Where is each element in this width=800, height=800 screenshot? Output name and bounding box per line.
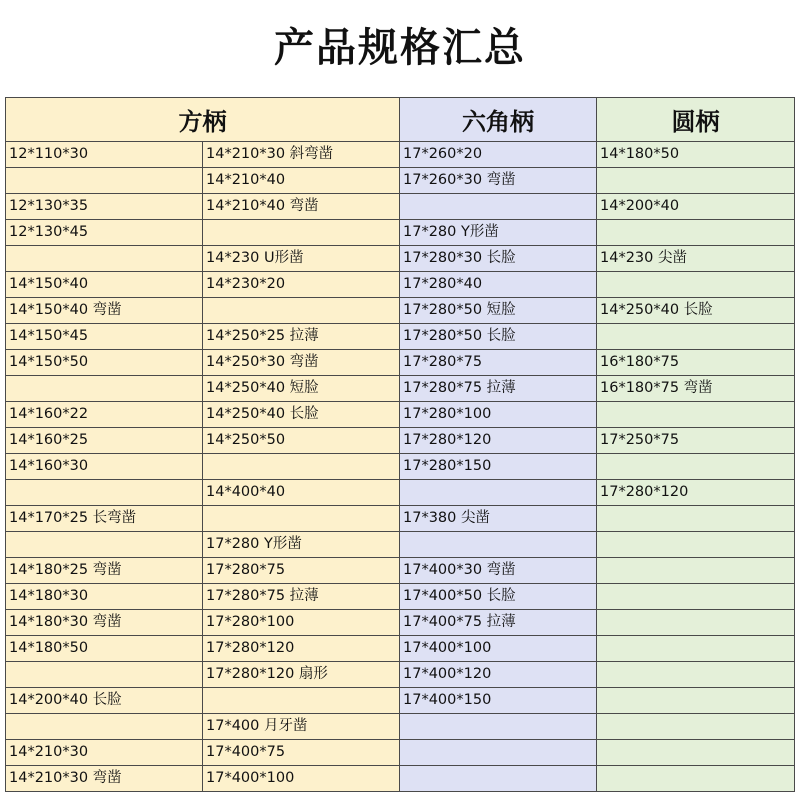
table-row	[6, 298, 795, 324]
hex-cell: 17*280*40	[400, 272, 597, 298]
round-cell	[597, 558, 795, 584]
square-cell-a	[6, 480, 203, 506]
hex-cell	[400, 766, 597, 792]
square-cell-b: 14*230*20	[203, 272, 400, 298]
square-cell-b: 17*280*120	[203, 636, 400, 662]
square-cell-b: 14*250*40 短脸	[203, 376, 400, 402]
table-row	[6, 558, 795, 584]
round-cell	[597, 220, 795, 246]
square-cell-a	[6, 662, 203, 688]
square-cell-b: 14*210*30 斜弯凿	[203, 142, 400, 168]
round-cell	[597, 688, 795, 714]
square-cell-a: 14*160*22	[6, 402, 203, 428]
square-cell-b	[203, 220, 400, 246]
table-row	[6, 714, 795, 740]
hex-cell: 17*280*120	[400, 428, 597, 454]
hex-cell: 17*280*75 拉薄	[400, 376, 597, 402]
table-row	[6, 610, 795, 636]
round-cell	[597, 168, 795, 194]
table-row	[6, 740, 795, 766]
table-row	[6, 142, 795, 168]
round-cell: 14*180*50	[597, 142, 795, 168]
square-cell-a: 14*150*40 弯凿	[6, 298, 203, 324]
square-cell-a: 14*180*30	[6, 584, 203, 610]
square-cell-a	[6, 168, 203, 194]
square-cell-b: 17*280 Y形凿	[203, 532, 400, 558]
square-cell-b: 14*400*40	[203, 480, 400, 506]
round-cell	[597, 766, 795, 792]
hex-cell: 17*280*30 长脸	[400, 246, 597, 272]
table-row	[6, 688, 795, 714]
round-cell: 16*180*75 弯凿	[597, 376, 795, 402]
hex-cell: 17*260*20	[400, 142, 597, 168]
round-cell	[597, 272, 795, 298]
round-cell: 17*250*75	[597, 428, 795, 454]
square-cell-a: 14*160*25	[6, 428, 203, 454]
square-cell-a: 14*200*40 长脸	[6, 688, 203, 714]
table-row	[6, 766, 795, 792]
square-cell-a: 14*180*30 弯凿	[6, 610, 203, 636]
hex-cell	[400, 532, 597, 558]
hex-cell: 17*400*120	[400, 662, 597, 688]
table-row	[6, 324, 795, 350]
table-row	[6, 428, 795, 454]
hex-cell: 17*260*30 弯凿	[400, 168, 597, 194]
hex-cell: 17*400*30 弯凿	[400, 558, 597, 584]
round-cell	[597, 454, 795, 480]
square-cell-b: 14*250*25 拉薄	[203, 324, 400, 350]
round-cell	[597, 662, 795, 688]
square-cell-b: 14*230 U形凿	[203, 246, 400, 272]
square-cell-a: 14*170*25 长弯凿	[6, 506, 203, 532]
table-row	[6, 168, 795, 194]
header-hex-handle: 六角柄	[400, 98, 597, 142]
table-row	[6, 454, 795, 480]
square-cell-a: 12*110*30	[6, 142, 203, 168]
table-row	[6, 194, 795, 220]
hex-cell: 17*280*75	[400, 350, 597, 376]
square-cell-a: 14*180*50	[6, 636, 203, 662]
round-cell	[597, 506, 795, 532]
square-cell-b: 17*400*100	[203, 766, 400, 792]
square-cell-a: 14*150*40	[6, 272, 203, 298]
hex-cell: 17*280 Y形凿	[400, 220, 597, 246]
square-cell-a: 14*210*30 弯凿	[6, 766, 203, 792]
table-row	[6, 376, 795, 402]
square-cell-a: 14*150*50	[6, 350, 203, 376]
square-cell-b	[203, 506, 400, 532]
table-row	[6, 584, 795, 610]
round-cell	[597, 584, 795, 610]
spec-table	[5, 97, 795, 792]
hex-cell: 17*280*150	[400, 454, 597, 480]
hex-cell	[400, 194, 597, 220]
spec-table-body	[6, 142, 795, 792]
square-cell-a: 14*210*30	[6, 740, 203, 766]
square-cell-b	[203, 688, 400, 714]
hex-cell: 17*380 尖凿	[400, 506, 597, 532]
square-cell-b: 14*210*40	[203, 168, 400, 194]
square-cell-b: 17*400*75	[203, 740, 400, 766]
square-cell-a	[6, 246, 203, 272]
hex-cell	[400, 480, 597, 506]
page-title: 产品规格汇总	[274, 25, 526, 71]
hex-cell: 17*400*100	[400, 636, 597, 662]
table-row	[6, 350, 795, 376]
round-cell: 14*230 尖凿	[597, 246, 795, 272]
square-cell-b: 17*280*75 拉薄	[203, 584, 400, 610]
table-row	[6, 246, 795, 272]
square-cell-b: 14*250*30 弯凿	[203, 350, 400, 376]
round-cell	[597, 610, 795, 636]
round-cell	[597, 324, 795, 350]
header-square-handle: 方柄	[6, 98, 400, 142]
hex-cell: 17*280*100	[400, 402, 597, 428]
round-cell: 14*250*40 长脸	[597, 298, 795, 324]
square-cell-b: 17*280*100	[203, 610, 400, 636]
round-cell	[597, 714, 795, 740]
square-cell-a	[6, 532, 203, 558]
square-cell-b: 17*280*75	[203, 558, 400, 584]
square-cell-a	[6, 376, 203, 402]
square-cell-a: 12*130*35	[6, 194, 203, 220]
square-cell-b: 14*250*40 长脸	[203, 402, 400, 428]
header-round-handle: 圆柄	[597, 98, 795, 142]
round-cell	[597, 636, 795, 662]
square-cell-a: 14*180*25 弯凿	[6, 558, 203, 584]
hex-cell: 17*400*150	[400, 688, 597, 714]
table-row	[6, 272, 795, 298]
square-cell-b: 17*280*120 扇形	[203, 662, 400, 688]
square-cell-a: 14*150*45	[6, 324, 203, 350]
square-cell-a	[6, 714, 203, 740]
table-row	[6, 506, 795, 532]
hex-cell: 17*280*50 长脸	[400, 324, 597, 350]
round-cell	[597, 740, 795, 766]
round-cell: 14*200*40	[597, 194, 795, 220]
round-cell: 17*280*120	[597, 480, 795, 506]
hex-cell: 17*400*50 长脸	[400, 584, 597, 610]
hex-cell: 17*280*50 短脸	[400, 298, 597, 324]
header-row	[6, 98, 795, 142]
table-row	[6, 662, 795, 688]
table-row	[6, 532, 795, 558]
square-cell-a: 14*160*30	[6, 454, 203, 480]
table-row	[6, 636, 795, 662]
hex-cell	[400, 740, 597, 766]
square-cell-b: 17*400 月牙凿	[203, 714, 400, 740]
square-cell-a: 12*130*45	[6, 220, 203, 246]
square-cell-b: 14*210*40 弯凿	[203, 194, 400, 220]
square-cell-b	[203, 454, 400, 480]
square-cell-b: 14*250*50	[203, 428, 400, 454]
round-cell	[597, 402, 795, 428]
table-row	[6, 220, 795, 246]
round-cell	[597, 532, 795, 558]
hex-cell	[400, 714, 597, 740]
table-row	[6, 480, 795, 506]
hex-cell: 17*400*75 拉薄	[400, 610, 597, 636]
table-row	[6, 402, 795, 428]
square-cell-b	[203, 298, 400, 324]
round-cell: 16*180*75	[597, 350, 795, 376]
